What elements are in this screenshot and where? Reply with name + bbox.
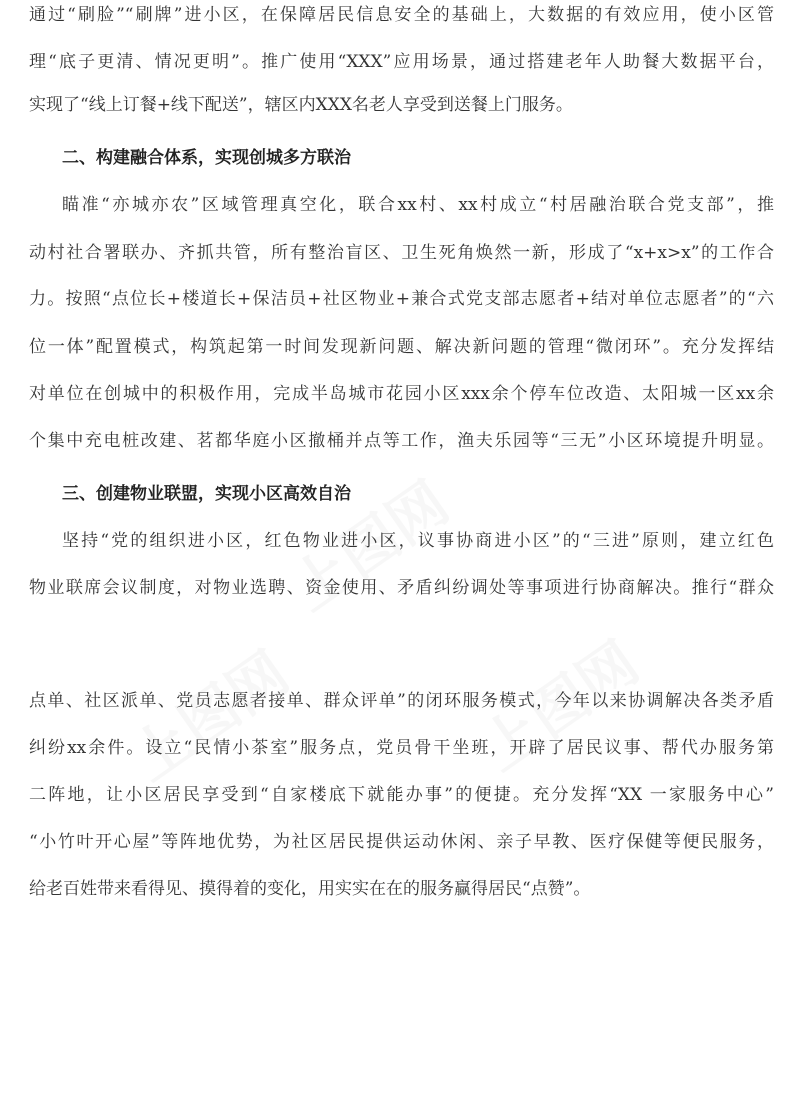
paragraph-line: 通过“刷脸”“刷牌”进小区，在保障居民信息安全的基础上，大数据的有效应用，使小区管 [29, 5, 774, 25]
paragraph-line: 坚持“党的组织进小区，红色物业进小区，议事协商进小区”的“三进”原则，建立红色 [62, 531, 774, 551]
watermark: 上图网 [469, 628, 651, 784]
paragraph-line: 纠纷xx余件。设立“民情小茶室”服务点，党员骨干坐班，开辟了居民议事、帮代办服务第 [29, 738, 774, 758]
section-heading: 三、创建物业联盟，实现小区高效自治 [62, 484, 351, 504]
paragraph-line: 动村社合署联办、齐抓共管，所有整治盲区、卫生死角焕然一新，形成了“x+x>x”的工作合 [29, 243, 774, 263]
paragraph-line: 给老百姓带来看得见、摸得着的变化，用实实在在的服务赢得居民“点赞”。 [29, 879, 591, 899]
paragraph-line: “小竹叶开心屋”等阵地优势，为社区居民提供运动休闲、亲子早教、医疗保健等便民服务， [29, 832, 774, 852]
paragraph-line: 实现了“线上订餐+线下配送”，辖区内XXX名老人享受到送餐上门服务。 [29, 95, 573, 115]
paragraph-line: 对单位在创城中的积极作用，完成半岛城市花园小区xxx余个停车位改造、太阳城一区xx余 [29, 384, 774, 404]
paragraph-line: 个集中充电桩改建、茗都华庭小区撤桶并点等工作，渔夫乐园等“三无”小区环境提升明显。 [29, 431, 774, 451]
paragraph-line: 二阵地，让小区居民享受到“自家楼底下就能办事”的便捷。充分发挥“XX 一家服务中心” [29, 785, 774, 805]
paragraph-line: 瞄准“亦城亦农”区域管理真空化，联合xx村、xx村成立“村居融治联合党支部”，推 [62, 195, 774, 215]
paragraph-line: 点单、社区派单、党员志愿者接单、群众评单”的闭环服务模式，今年以来协调解决各类矛盾 [29, 691, 774, 711]
paragraph-line: 理“底子更清、情况更明”。推广使用“XXX”应用场景，通过搭建老年人助餐大数据平台， [29, 52, 774, 72]
paragraph-line: 力。按照“点位长+楼道长+保洁员+社区物业+兼合式党支部志愿者+结对单位志愿者”的“六 [29, 289, 774, 309]
paragraph-line: 物业联席会议制度，对物业选聘、资金使用、矛盾纠纷调处等事项进行协商解决。推行“群众 [29, 578, 774, 598]
watermark: 上图网 [119, 638, 301, 794]
paragraph-line: 位一体”配置模式，构筑起第一时间发现新问题、解决新问题的管理“微闭环”。充分发挥结 [29, 337, 774, 357]
watermark: 上图网 [279, 468, 461, 624]
section-heading: 二、构建融合体系，实现创城多方联治 [62, 148, 351, 168]
